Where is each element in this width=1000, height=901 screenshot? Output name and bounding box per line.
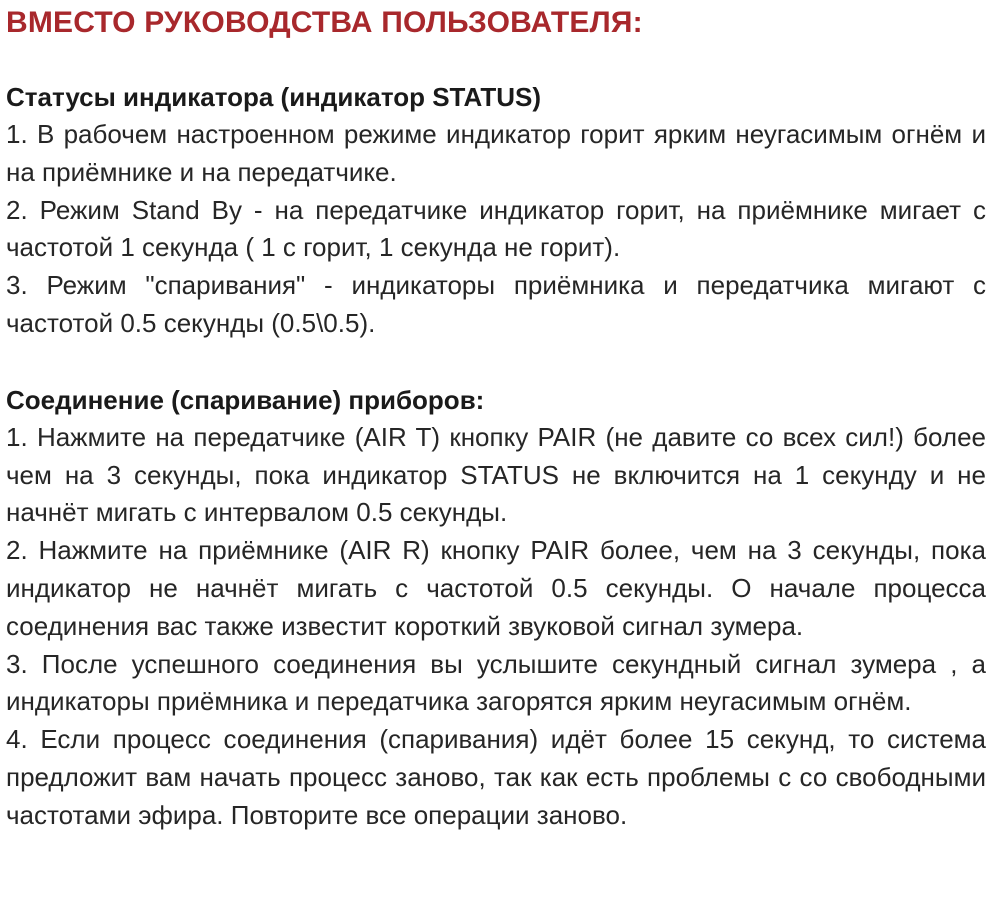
pairing-step-3: 3. После успешного соединения вы услышите секундный сигнал зумера , а индикаторы приёмника и передатчика загорятся ярким неугасимым огнём. [6, 648, 986, 717]
section-heading-pairing: Соединение (спаривание) приборов: [6, 384, 485, 415]
status-item-2: 2. Режим Stand By - на передатчике индикатор горит, на приёмнике мигает с частотой 1 секунда ( 1 с горит, 1 секунда не горит). [6, 194, 986, 263]
section-indicator-statuses [6, 78, 986, 343]
pairing-step-1: 1. Нажмите на передатчике (AIR T) кнопку PAIR (не давите со всех сил!) более чем на 3 секунды, пока индикатор STATUS не включится на 1 секунду и не начнёт мигать с интервалом 0.5 секунды. [6, 421, 986, 528]
status-item-3: 3. Режим "спаривания" - индикаторы приёмника и передатчика мигают с частотой 0.5 секунды (0.5\0.5). [6, 270, 986, 338]
status-item-1: 1. В рабочем настроенном режиме индикатор горит ярким неугасимым огнём и на приёмнике и на передатчике. [6, 119, 986, 187]
pairing-step-2: 2. Нажмите на приёмнике (AIR R) кнопку PAIR более, чем на 3 секунды, пока индикатор не начнёт мигать с частотой 0.5 секунды. О начале процесса соединения вас также известит короткий звуковой сигнал зумера. [6, 535, 986, 641]
section-pairing [6, 381, 986, 835]
document-title: ВМЕСТО РУКОВОДСТВА ПОЛЬЗОВАТЕЛЯ: [6, 6, 643, 39]
pairing-step-4: 4. Если процесс соединения (спаривания) идёт более 15 секунд, то система предложит вам начать процесс заново, так как есть проблемы с со свободными частотами эфира. Повторите все операции заново. [6, 724, 986, 830]
section-heading-indicator-statuses: Статусы индикатора (индикатор STATUS) [6, 82, 542, 112]
